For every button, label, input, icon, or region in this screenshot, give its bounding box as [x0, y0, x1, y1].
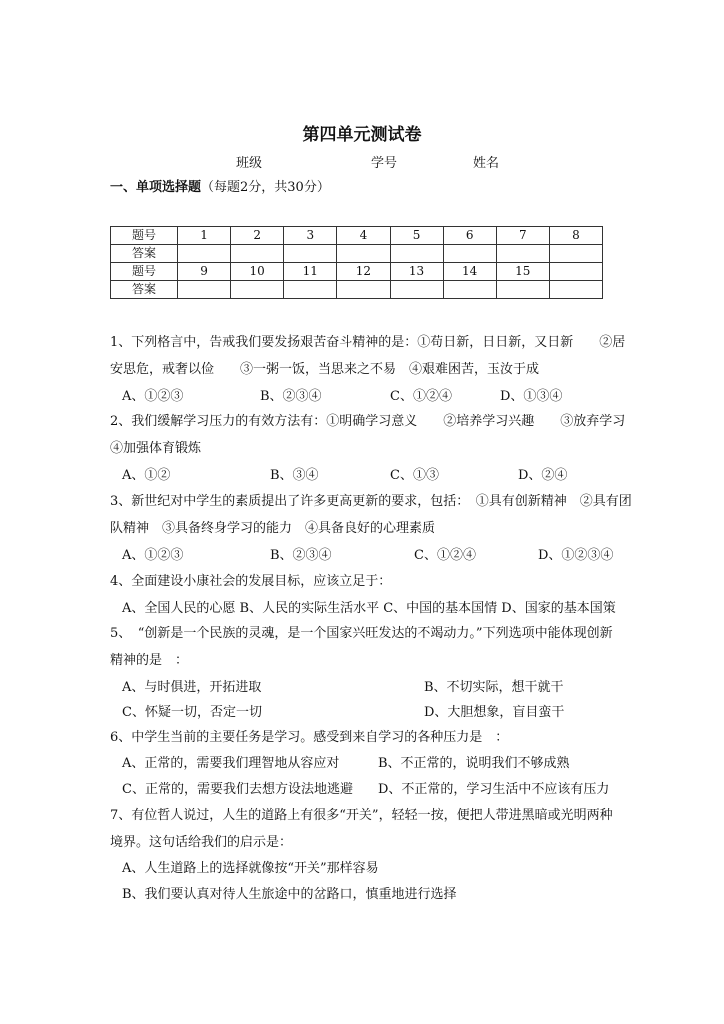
question-6-option-a: A、正常的，需要我们理智地从容应对 — [122, 756, 340, 771]
question-3-option-c: C、①②④ — [414, 548, 476, 563]
answer-cell[interactable] — [231, 245, 284, 263]
answer-cell[interactable] — [390, 245, 443, 263]
table-cell: 10 — [231, 263, 284, 281]
question-5-text: 5、 “创新是一个民族的灵魂，是一个国家兴旺发达的不竭动力。”下列选项中能体现创新 — [110, 626, 613, 641]
table-row — [111, 263, 603, 281]
table-cell: 13 — [390, 263, 443, 281]
table-cell: 答案 — [111, 245, 178, 263]
answer-cell[interactable] — [231, 281, 284, 299]
question-6-option-b: B、不正常的，说明我们不够成熟 — [378, 756, 570, 771]
question-1-option-d: D、①③④ — [500, 389, 563, 404]
table-cell: 1 — [178, 227, 231, 245]
student-id-label: 学号 — [371, 156, 398, 171]
question-6-option-c: C、正常的，需要我们去想方设法地逃避 — [122, 782, 353, 797]
section-title: 一、单项选择题 — [110, 180, 202, 195]
answer-cell[interactable] — [390, 281, 443, 299]
question-2-option-b: B、③④ — [270, 468, 319, 483]
question-5-option-b: B、不切实际，想干就干 — [424, 680, 564, 695]
table-cell: 11 — [284, 263, 337, 281]
question-4-options: A、全国人民的心愿 B、人民的实际生活水平 C、中国的基本国情 D、国家的基本国策 — [122, 601, 616, 616]
answer-cell[interactable] — [337, 281, 390, 299]
question-1-text: 1、下列格言中，告戒我们要发扬艰苦奋斗精神的是：①苟日新，日日新，又日新 ②居 — [110, 335, 626, 350]
page-title: 第四单元测试卷 — [302, 125, 422, 145]
table-row — [111, 245, 603, 263]
question-1-text-cont: 安思危，戒奢以俭 ③一粥一饭，当思来之不易 ④艰难困苦，玉汝于成 — [110, 362, 540, 377]
table-cell: 12 — [337, 263, 390, 281]
table-cell: 4 — [337, 227, 390, 245]
class-label: 班级 — [236, 156, 263, 171]
answer-cell[interactable] — [496, 281, 549, 299]
question-5-option-c: C、怀疑一切，否定一切 — [122, 705, 262, 720]
table-cell: 2 — [231, 227, 284, 245]
question-7-text: 7、有位哲人说过，人生的道路上有很多“开关”，轻轻一按，便把人带进黑暗或光明两种 — [110, 808, 613, 823]
table-cell: 题号 — [111, 263, 178, 281]
answer-cell[interactable] — [337, 245, 390, 263]
question-6-option-d: D、不正常的，学习生活中不应该有压力 — [378, 782, 610, 797]
question-6-text: 6、中学生当前的主要任务是学习。感受到来自学习的各种压力是 ： — [110, 730, 509, 745]
question-7-option-b: B、我们要认真对待人生旅途中的岔路口，慎重地进行选择 — [122, 887, 457, 902]
table-cell: 8 — [549, 227, 602, 245]
answer-cell[interactable] — [496, 245, 549, 263]
question-3-option-b: B、②③④ — [270, 548, 332, 563]
question-3-text-cont: 队精神 ③具备终身学习的能力 ④具备良好的心理素质 — [110, 521, 436, 536]
question-1-option-b: B、②③④ — [260, 389, 322, 404]
table-row — [111, 227, 603, 245]
answer-table — [110, 226, 603, 299]
table-cell: 6 — [443, 227, 496, 245]
table-row — [111, 281, 603, 299]
table-cell: 题号 — [111, 227, 178, 245]
question-2-text-cont: ④加强体育锻炼 — [110, 441, 202, 456]
question-2-option-d: D、②④ — [518, 468, 568, 483]
answer-cell[interactable] — [549, 245, 602, 263]
question-2-option-a: A、①② — [122, 468, 171, 483]
question-2-text: 2、我们缓解学习压力的有效方法有：①明确学习意义 ②培养学习兴趣 ③放弃学习 — [110, 414, 626, 429]
table-cell: 15 — [496, 263, 549, 281]
question-3-option-d: D、①②③④ — [538, 548, 614, 563]
table-cell: 答案 — [111, 281, 178, 299]
question-7-option-a: A、人生道路上的选择就像按“开关”那样容易 — [122, 861, 379, 876]
question-2-option-c: C、①③ — [390, 468, 439, 483]
answer-cell[interactable] — [178, 281, 231, 299]
answer-cell[interactable] — [178, 245, 231, 263]
answer-cell[interactable] — [284, 245, 337, 263]
answer-cell[interactable] — [443, 245, 496, 263]
table-cell: 9 — [178, 263, 231, 281]
question-5-option-a: A、与时俱进，开拓进取 — [122, 680, 262, 695]
answer-cell[interactable] — [549, 281, 602, 299]
answer-cell[interactable] — [443, 281, 496, 299]
table-cell: 14 — [443, 263, 496, 281]
table-cell: 7 — [496, 227, 549, 245]
question-1-option-c: C、①②④ — [390, 389, 452, 404]
question-5-option-d: D、大胆想象，盲目蛮干 — [424, 705, 565, 720]
question-1-option-a: A、①②③ — [122, 389, 184, 404]
question-5-text-cont: 精神的是 ： — [110, 653, 189, 668]
question-3-text: 3、新世纪对中学生的素质提出了许多更高更新的要求，包括： ①具有创新精神 ②具有团 — [110, 494, 632, 509]
table-cell: 5 — [390, 227, 443, 245]
section-heading — [110, 176, 330, 195]
table-cell — [549, 263, 602, 281]
section-note: （每题2分，共30分） — [201, 180, 330, 195]
question-4-text: 4、全面建设小康社会的发展目标，应该立足于： — [110, 574, 392, 589]
name-label: 姓名 — [473, 156, 500, 171]
answer-cell[interactable] — [284, 281, 337, 299]
question-7-text-cont: 境界。这句话给我们的启示是： — [110, 835, 293, 850]
table-cell: 3 — [284, 227, 337, 245]
question-3-option-a: A、①②③ — [122, 548, 184, 563]
